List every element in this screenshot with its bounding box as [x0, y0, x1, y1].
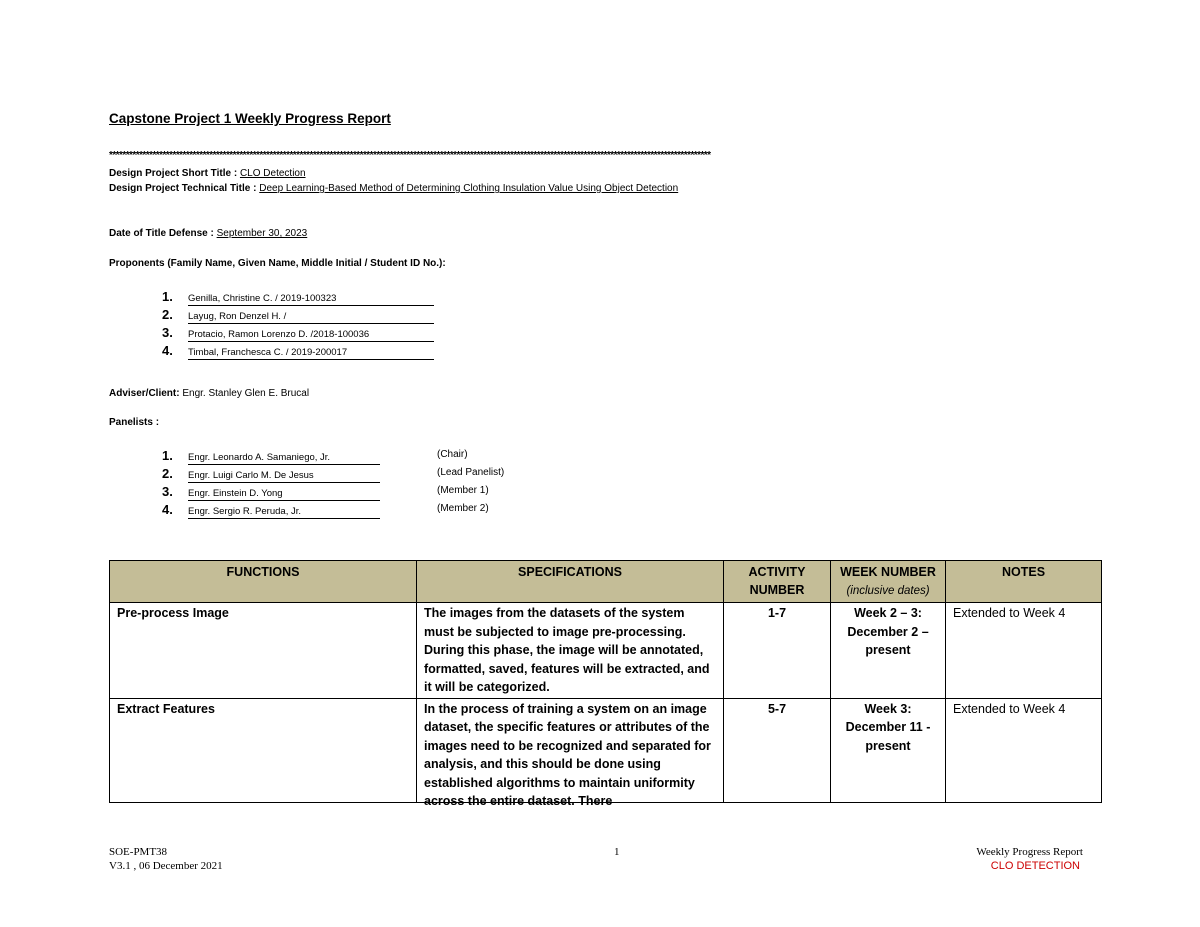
specification-cell: The images from the datasets of the system must be subjected to image pre-processing. During this phase, the image will be annotated, formatted, saved, features will be extracted, and it will be categorized.: [417, 603, 724, 699]
adviser-row: [109, 388, 309, 399]
list-number: 4.: [162, 343, 173, 358]
proponent-name: Genilla, Christine C. / 2019-100323: [188, 293, 434, 306]
footer-doc-name: Weekly Progress Report: [976, 846, 1083, 858]
list-number: 3.: [162, 325, 173, 340]
specification-cell: [417, 698, 724, 808]
panelist-name: Engr. Sergio R. Peruda, Jr.: [188, 506, 380, 519]
table-row: [110, 698, 1102, 802]
short-title-label: Design Project Short Title :: [109, 168, 238, 179]
week-header-label: WEEK NUMBER: [840, 565, 936, 579]
panelist-name: Engr. Luigi Carlo M. De Jesus: [188, 470, 380, 483]
header-specifications: SPECIFICATIONS: [417, 561, 724, 603]
list-number: 3.: [162, 484, 173, 499]
panelist-role: (Member 2): [437, 503, 489, 514]
table-row: [110, 603, 1102, 699]
header-notes: NOTES: [946, 561, 1102, 603]
proponent-item: [162, 342, 434, 360]
footer-page-number: 1: [614, 846, 620, 858]
specification-text: In the process of training a system on an image dataset, the specific features or attributes of the images need to be recognized and separated for analysis, and this should be done using established algorithms to maintain uniformity across the entire dataset. There: [424, 701, 711, 808]
proponents-label: Proponents (Family Name, Given Name, Middle Initial / Student ID No.):: [109, 258, 446, 269]
adviser-value: Engr. Stanley Glen E. Brucal: [182, 388, 310, 399]
week-cell: Week 3: December 11 - present: [831, 698, 946, 802]
title-defense-value: September 30, 2023: [216, 228, 308, 239]
panelist-name: Engr. Einstein D. Yong: [188, 488, 380, 501]
table-header-row: [110, 561, 1102, 603]
list-number: 4.: [162, 502, 173, 517]
list-number: 1.: [162, 448, 173, 463]
panelist-role: (Chair): [437, 449, 468, 460]
separator-line: ************************************************************************************************************************************************************************************: [109, 150, 711, 161]
footer-version: V3.1 , 06 December 2021: [109, 860, 223, 872]
short-title-value: CLO Detection: [239, 168, 306, 179]
footer-project: CLO DETECTION: [990, 860, 1080, 872]
panelist-item: [162, 483, 380, 501]
panelists-label: Panelists :: [109, 417, 160, 428]
proponent-name: Timbal, Franchesca C. / 2019-200017: [188, 347, 434, 360]
technical-title-value: Deep Learning-Based Method of Determining Clothing Insulation Value Using Object Detection: [259, 183, 679, 194]
header-week-number: [831, 561, 946, 603]
panelist-item: [162, 447, 380, 465]
activity-cell: 1-7: [724, 603, 831, 699]
panelist-item: [162, 465, 380, 483]
short-title-row: [109, 168, 306, 179]
list-number: 2.: [162, 307, 173, 322]
notes-cell: Extended to Week 4: [946, 698, 1102, 802]
technical-title-row: [109, 183, 678, 194]
panelist-role: (Member 1): [437, 485, 489, 496]
panelist-role: (Lead Panelist): [437, 467, 505, 478]
technical-title-label: Design Project Technical Title :: [109, 183, 257, 194]
activity-cell: 5-7: [724, 698, 831, 802]
proponent-item: [162, 288, 434, 306]
function-cell: Pre-process Image: [110, 603, 417, 699]
week-cell: Week 2 – 3: December 2 – present: [831, 603, 946, 699]
header-functions: FUNCTIONS: [110, 561, 417, 603]
header-activity-number: ACTIVITY NUMBER: [724, 561, 831, 603]
title-defense-row: [109, 228, 307, 239]
footer-code: SOE-PMT38: [109, 846, 168, 858]
week-header-sub: (inclusive dates): [846, 585, 930, 597]
notes-cell: Extended to Week 4: [946, 603, 1102, 699]
progress-table: [109, 560, 1102, 808]
proponent-item: [162, 324, 434, 342]
panelist-name: Engr. Leonardo A. Samaniego, Jr.: [188, 452, 380, 465]
function-cell: Extract Features: [110, 698, 417, 802]
list-number: 1.: [162, 289, 173, 304]
report-title: Capstone Project 1 Weekly Progress Report: [109, 111, 391, 126]
adviser-label: Adviser/Client:: [109, 388, 180, 399]
title-defense-label: Date of Title Defense :: [109, 228, 214, 239]
proponent-name: Protacio, Ramon Lorenzo D. /2018-100036: [188, 329, 434, 342]
proponent-item: [162, 306, 434, 324]
panelist-item: [162, 501, 380, 519]
list-number: 2.: [162, 466, 173, 481]
proponent-name: Layug, Ron Denzel H. /: [188, 311, 434, 324]
